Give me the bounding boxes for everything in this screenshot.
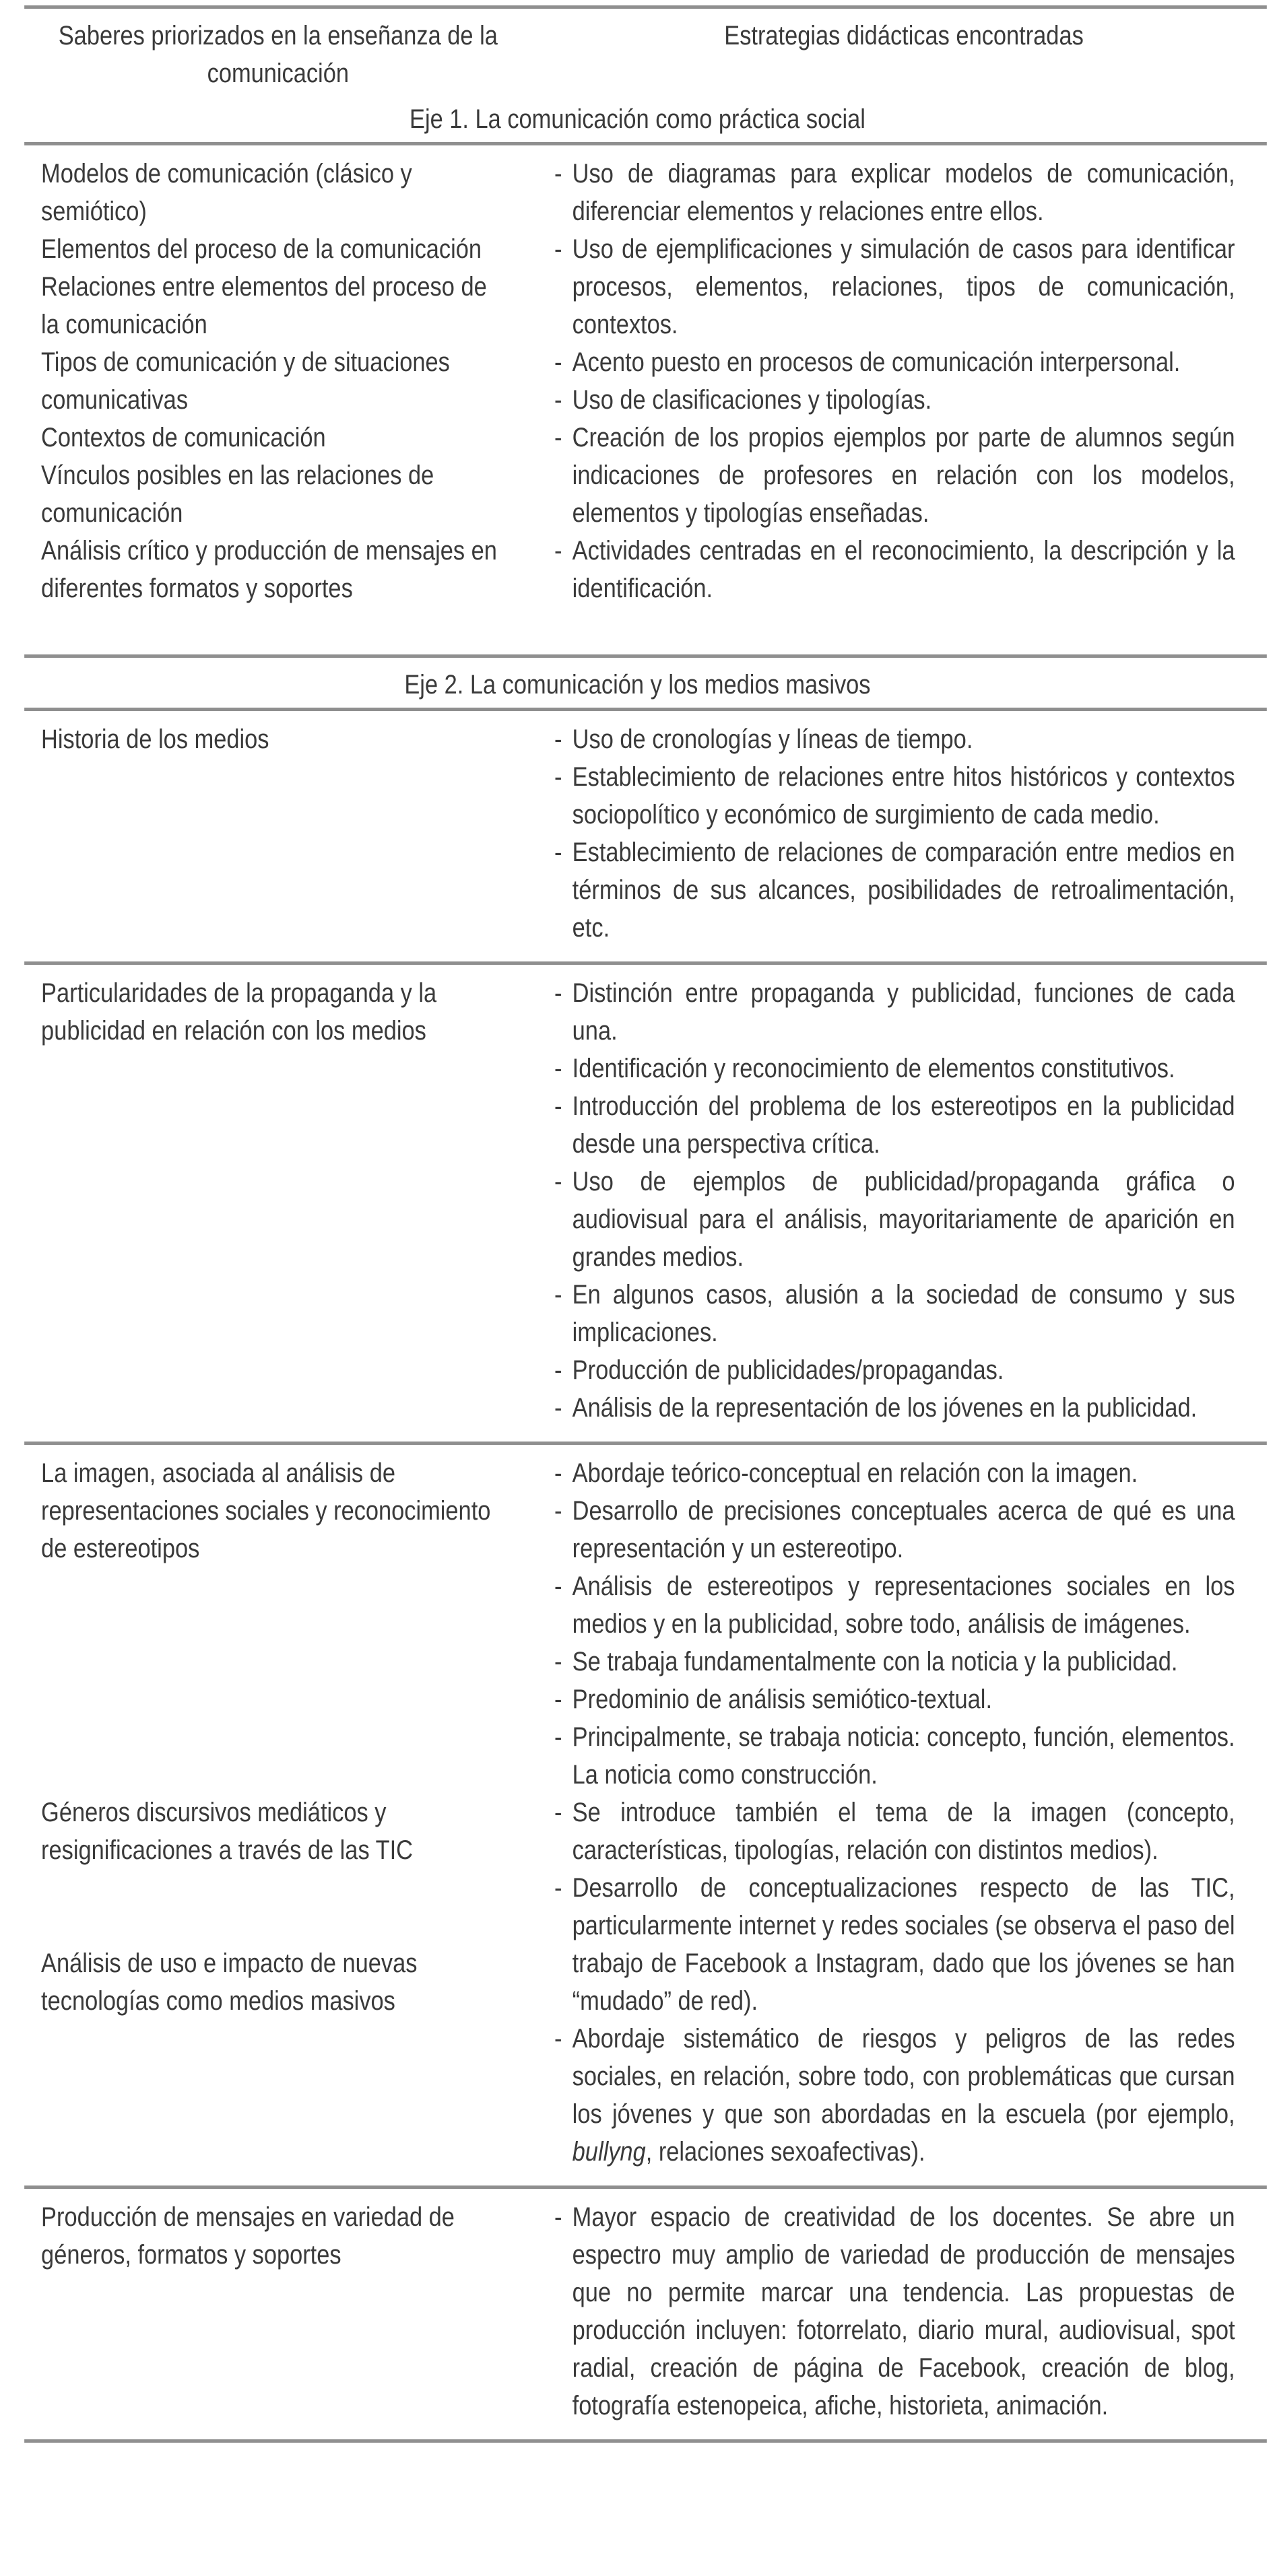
strategy-item	[554, 1351, 1235, 1389]
table-row	[0, 145, 1275, 654]
estrategias-cell	[554, 974, 1235, 1427]
strategy-text: Producción de publicidades/propagandas.	[572, 1355, 1004, 1385]
saber-item: Vínculos posibles en las relaciones de comunicación	[41, 461, 434, 528]
dash-bullet: -	[554, 347, 562, 377]
dash-bullet: -	[554, 423, 562, 452]
strategy-text: Introducción del problema de los estereotipos en la publicidad desde una perspectiva crítica.	[572, 1091, 1235, 1159]
strategy-item	[554, 1389, 1235, 1427]
strategy-item	[554, 1050, 1235, 1087]
table-row	[0, 711, 1275, 961]
strategy-text: Uso de clasificaciones y tipologías.	[572, 385, 932, 415]
dash-bullet: -	[554, 978, 562, 1008]
axis-title: Eje 2. La comunicación y los medios masivos	[404, 670, 871, 700]
dash-bullet: -	[554, 1685, 562, 1714]
strategy-text: Establecimiento de relaciones entre hitos históricos y contextos sociopolítico y económico de surgimiento de cada medio.	[572, 762, 1235, 829]
strategy-text: Identificación y reconocimiento de elementos constitutivos.	[572, 1054, 1175, 1083]
dash-bullet: -	[554, 1054, 562, 1083]
dash-bullet: -	[554, 1167, 562, 1196]
saber-item: Contextos de comunicación	[41, 423, 326, 452]
saber-item: La imagen, asociada al análisis de representaciones sociales y reconocimiento de estereotipos	[41, 1458, 491, 1563]
dash-bullet: -	[554, 2024, 562, 2054]
saberes-cell	[0, 1454, 554, 2171]
strategy-text: Establecimiento de relaciones de comparación entre medios en términos de sus alcances, posibilidades de retroalimentación, etc.	[572, 838, 1235, 943]
strategy-item	[554, 1163, 1235, 1276]
table-row	[0, 1445, 1275, 2185]
bottom-rule	[24, 2439, 1267, 2443]
saber-item: Modelos de comunicación (clásico y semiótico)	[41, 159, 412, 226]
strategy-text: Predominio de análisis semiótico-textual.	[572, 1685, 993, 1714]
dash-bullet: -	[554, 1571, 562, 1601]
strategy-item	[554, 720, 1235, 758]
table-body	[0, 92, 1275, 2443]
strategy-text: Desarrollo de conceptualizaciones respecto de las TIC, particularmente internet y redes sociales (se observa el paso del trabajo de Facebook a Instagram, dado que los jóvenes se han “mudado” de red).	[572, 1873, 1235, 2016]
saberes-cell	[0, 155, 554, 607]
saber-item: Elementos del proceso de la comunicación	[41, 234, 482, 264]
strategy-item	[554, 1454, 1235, 1492]
estrategias-cell	[554, 720, 1235, 947]
dash-bullet: -	[554, 1873, 562, 1903]
saber-item: Relaciones entre elementos del proceso de la comunicación	[41, 272, 487, 339]
strategy-item	[554, 1794, 1235, 1869]
strategy-text: Actividades centradas en el reconocimiento, la descripción y la identificación.	[572, 536, 1235, 603]
strategy-text: Creación de los propios ejemplos por parte de alumnos según indicaciones de profesores en relación con los modelos, elementos y tipologías enseñadas.	[572, 423, 1235, 528]
strategy-item	[554, 2020, 1235, 2171]
dash-bullet: -	[554, 536, 562, 566]
dash-bullet: -	[554, 1496, 562, 1526]
table-row	[0, 965, 1275, 1442]
dash-bullet: -	[554, 159, 562, 189]
strategy-item	[554, 1643, 1235, 1681]
strategy-text: , relaciones sexoafectivas).	[645, 2137, 925, 2167]
estrategias-cell	[554, 2198, 1235, 2425]
dash-bullet: -	[554, 1091, 562, 1121]
saberes-cell	[0, 2198, 554, 2425]
dash-bullet: -	[554, 385, 562, 415]
dash-bullet: -	[554, 2202, 562, 2232]
strategy-text: Principalmente, se trabaja noticia: concepto, función, elementos. La noticia como construcción.	[572, 1722, 1235, 1790]
strategy-text: Se introduce también el tema de la imagen (concepto, características, tipologías, relación con distintos medios).	[572, 1798, 1235, 1865]
strategy-item	[554, 758, 1235, 834]
dash-bullet: -	[554, 1393, 562, 1423]
strategy-text: Acento puesto en procesos de comunicación interpersonal.	[572, 347, 1181, 377]
italic-term: bullyng	[572, 2137, 646, 2167]
strategy-text: Distinción entre propaganda y publicidad, funciones de cada una.	[572, 978, 1235, 1046]
dash-bullet: -	[554, 1458, 562, 1488]
saber-item: Tipos de comunicación y de situaciones comunicativas	[41, 347, 450, 415]
strategy-item	[554, 381, 1235, 419]
strategy-item	[554, 1718, 1235, 1794]
strategy-text: Se trabaja fundamentalmente con la noticia y la publicidad.	[572, 1647, 1178, 1676]
strategy-item	[554, 532, 1235, 607]
dash-bullet: -	[554, 1722, 562, 1752]
dash-bullet: -	[554, 234, 562, 264]
saberes-cell	[0, 974, 554, 1427]
strategy-text: Mayor espacio de creatividad de los docentes. Se abre un espectro muy amplio de variedad de producción de mensajes que no permite marcar una tendencia. Las propuestas de producción incluyen: fotorrelato, diario mural, audiovisual, spot radial, creación de página de Facebook, creación de blog, fotografía estenopeica, afiche, historieta, animación.	[572, 2202, 1235, 2420]
estrategias-cell	[554, 1454, 1235, 2171]
strategy-text: Abordaje teórico-conceptual en relación con la imagen.	[572, 1458, 1138, 1488]
strategy-item	[554, 419, 1235, 532]
strategy-text: Análisis de estereotipos y representaciones sociales en los medios y en la publicidad, sobre todo, análisis de imágenes.	[572, 1571, 1235, 1639]
strategy-item	[554, 1087, 1235, 1163]
strategy-item	[554, 834, 1235, 947]
strategy-item	[554, 1869, 1235, 2020]
strategy-text: Uso de ejemplos de publicidad/propaganda gráfica o audiovisual para el análisis, mayoritariamente de aparición en grandes medios.	[572, 1167, 1235, 1272]
saber-item: Particularidades de la propaganda y la publicidad en relación con los medios	[41, 978, 437, 1046]
saberes-cell	[0, 720, 554, 947]
strategy-item	[554, 1681, 1235, 1718]
dash-bullet: -	[554, 1355, 562, 1385]
strategy-item	[554, 1492, 1235, 1567]
estrategias-cell	[554, 155, 1235, 607]
strategy-item	[554, 230, 1235, 343]
header-saberes: Saberes priorizados en la enseñanza de la comunicación	[58, 21, 498, 88]
saber-item: Historia de los medios	[41, 724, 269, 754]
table-row	[0, 2189, 1275, 2439]
strategy-item	[554, 1567, 1235, 1643]
dash-bullet: -	[554, 724, 562, 754]
table-header	[0, 9, 1275, 92]
strategy-text: Uso de cronologías y líneas de tiempo.	[572, 724, 973, 754]
strategy-text: Abordaje sistemático de riesgos y peligros de las redes sociales, en relación, sobre todo, con problemáticas que cursan los jóvenes y que son abordadas en la escuela (por ejemplo,	[572, 2024, 1235, 2129]
strategy-item	[554, 155, 1235, 230]
strategy-item	[554, 343, 1235, 381]
strategy-text: Uso de diagramas para explicar modelos de comunicación, diferenciar elementos y relaciones entre ellos.	[572, 159, 1235, 226]
saber-item: Géneros discursivos mediáticos y resignificaciones a través de las TIC	[41, 1798, 413, 1865]
saber-item: Análisis de uso e impacto de nuevas tecnologías como medios masivos	[41, 1948, 418, 2016]
dash-bullet: -	[554, 1647, 562, 1676]
strategy-text: Análisis de la representación de los jóvenes en la publicidad.	[572, 1393, 1198, 1423]
strategy-item	[554, 974, 1235, 1050]
strategy-item	[554, 2198, 1235, 2425]
dash-bullet: -	[554, 838, 562, 867]
strategy-text: En algunos casos, alusión a la sociedad de consumo y sus implicaciones.	[572, 1280, 1235, 1347]
strategy-text: Uso de ejemplificaciones y simulación de casos para identificar procesos, elementos, relaciones, tipos de comunicación, contextos.	[572, 234, 1235, 339]
dash-bullet: -	[554, 1280, 562, 1310]
strategy-item	[554, 1276, 1235, 1351]
strategy-text: Desarrollo de precisiones conceptuales acerca de qué es una representación y un estereotipo.	[572, 1496, 1235, 1563]
saber-item: Análisis crítico y producción de mensajes en diferentes formatos y soportes	[41, 536, 497, 603]
axis-title: Eje 1. La comunicación como práctica social	[409, 104, 865, 134]
saber-item: Producción de mensajes en variedad de géneros, formatos y soportes	[41, 2202, 455, 2270]
header-estrategias: Estrategias didácticas encontradas	[724, 21, 1084, 50]
dash-bullet: -	[554, 762, 562, 792]
dash-bullet: -	[554, 1798, 562, 1827]
